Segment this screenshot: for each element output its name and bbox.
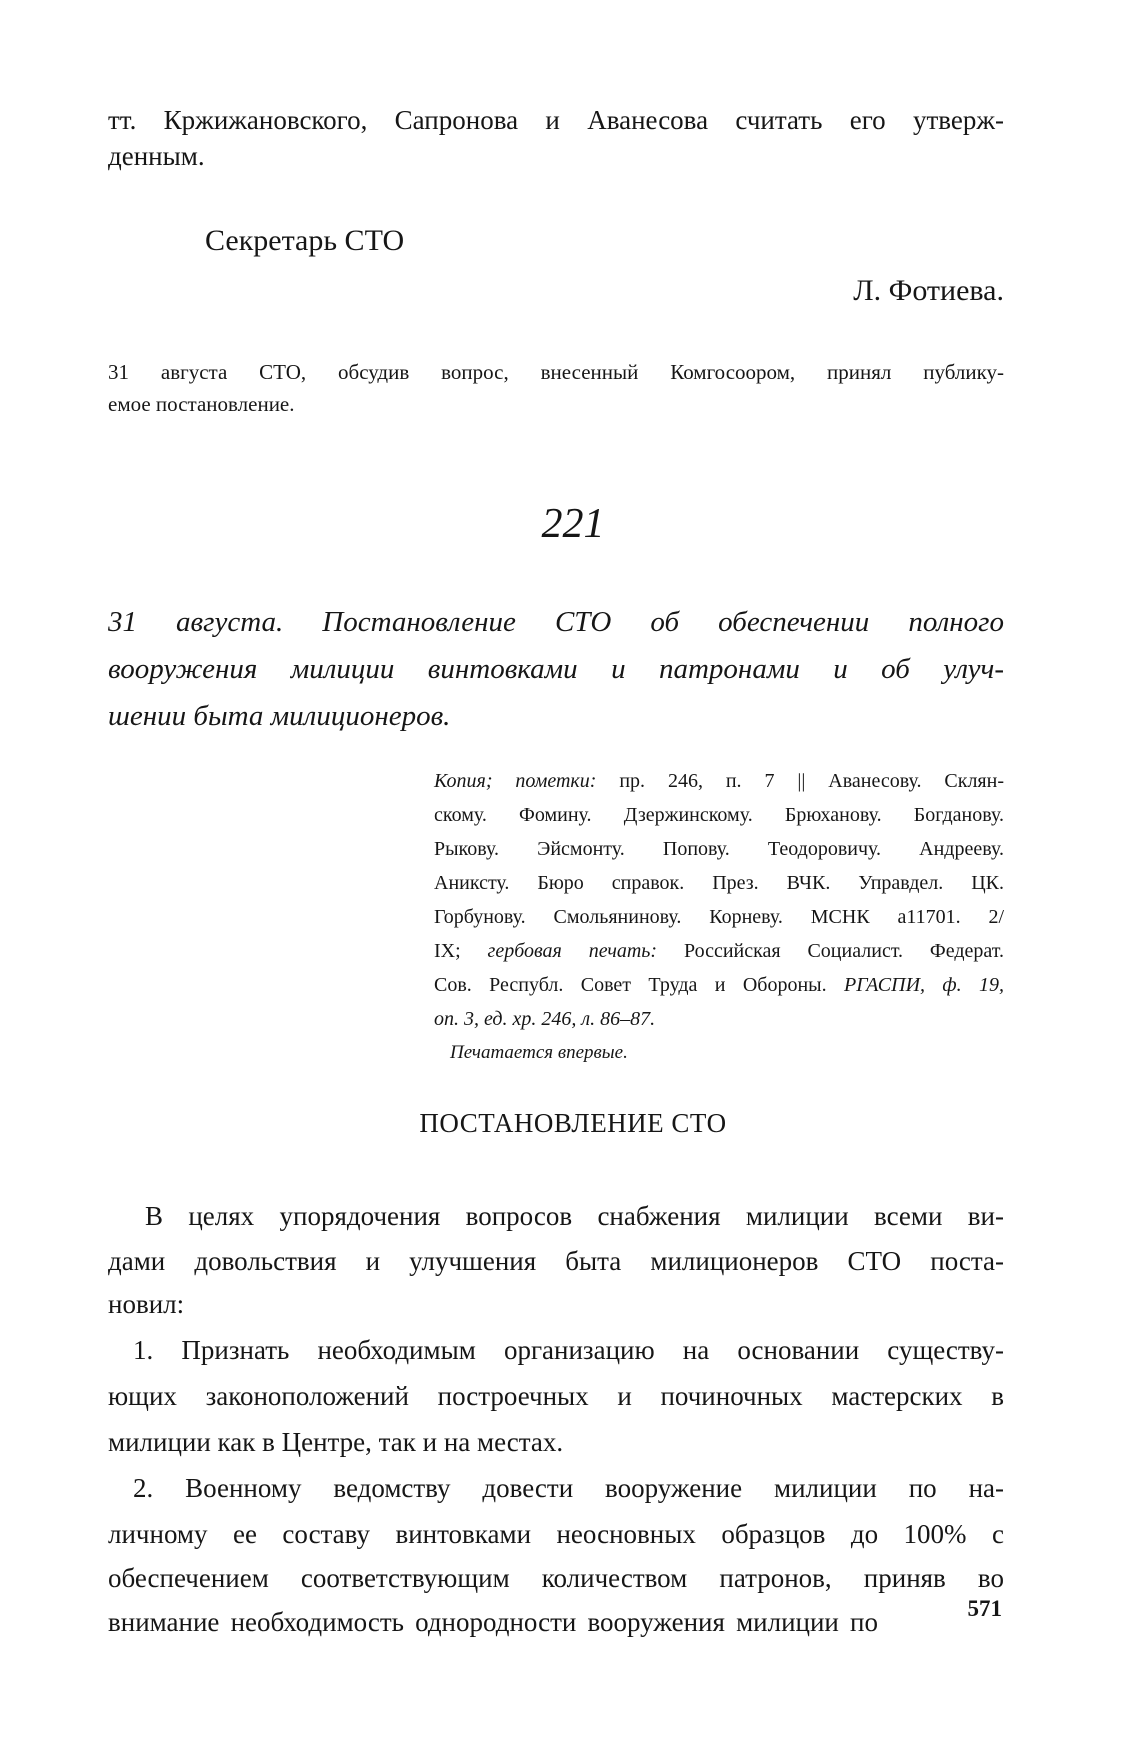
archive-reference: оп. 3, ед. хр. 246, л. 86–87.: [434, 1008, 656, 1030]
source-note-line: Сов. Республ. Совет Труда и Обороны. РГАСПИ, ф. 19,: [434, 974, 1004, 996]
body-line: обеспечением соответствующим количеством патронов, приняв во: [108, 1563, 1004, 1593]
signature-name: Л. Фотиева.: [853, 274, 1004, 307]
document-heading-line: шении быта милиционеров.: [108, 700, 451, 732]
archive-reference: РГАСПИ, ф. 19,: [844, 974, 1004, 996]
continuation-line: тт. Кржижановского, Сапронова и Аванесова считать его утверж-: [108, 105, 1004, 135]
seal-label: гербовая печать:: [487, 940, 658, 962]
source-note-line: Рыкову. Эйсмонту. Попову. Теодоровичу. Андрееву.: [434, 838, 1004, 860]
continuation-line: денным.: [108, 141, 205, 171]
editorial-note-line: емое постановление.: [108, 392, 295, 416]
body-line: милиции как в Центре, так и на местах.: [108, 1427, 564, 1457]
source-note-line: IX; гербовая печать: Российская Социалист. Федерат.: [434, 940, 1004, 962]
document-heading-line: вооружения милиции винтовками и патронами и об улуч-: [108, 653, 1004, 685]
body-line: В целях упорядочения вопросов снабжения милиции всеми ви-: [145, 1201, 1004, 1231]
body-line: 1. Признать необходимым организацию на основании существу-: [133, 1335, 1004, 1365]
resolution-title: ПОСТАНОВЛЕНИЕ СТО: [419, 1108, 727, 1138]
body-line: ющих законоположений построечных и починочных мастерских в: [108, 1381, 1004, 1411]
page-number: 571: [967, 1596, 1002, 1621]
body-line: внимание необходимость однородности вооружения милиции по: [108, 1607, 878, 1637]
body-line: дами довольствия и улучшения быта милиционеров СТО поста-: [108, 1246, 1004, 1276]
body-line: 2. Военному ведомству довести вооружение милиции по на-: [133, 1473, 1004, 1503]
signature-title: Секретарь СТО: [205, 224, 405, 257]
body-line: новил:: [108, 1289, 185, 1319]
source-note-line: скому. Фомину. Дзержинскому. Брюханову. Богданову.: [434, 804, 1004, 826]
source-note-line: Горбунову. Смольянинову. Корневу. МСНК а11701. 2/: [434, 906, 1004, 928]
editorial-note-line: 31 августа СТО, обсудив вопрос, внесенный Комгосоором, принял публику-: [108, 360, 1004, 384]
publication-note: Печатается впервые.: [450, 1042, 628, 1063]
document-heading-line: 31 августа. Постановление СТО об обеспечении полного: [108, 606, 1004, 638]
document-number: 221: [541, 501, 605, 547]
body-line: личному ее составу винтовками неосновных образцов до 100% с: [108, 1519, 1004, 1549]
source-note-line: Аниксту. Бюро справок. През. ВЧК. Управдел. ЦК.: [434, 872, 1004, 894]
source-note-line: Копия; пометки: пр. 246, п. 7 || Аванесову. Склян-: [434, 770, 1004, 792]
source-label: Копия; пометки:: [434, 770, 597, 792]
